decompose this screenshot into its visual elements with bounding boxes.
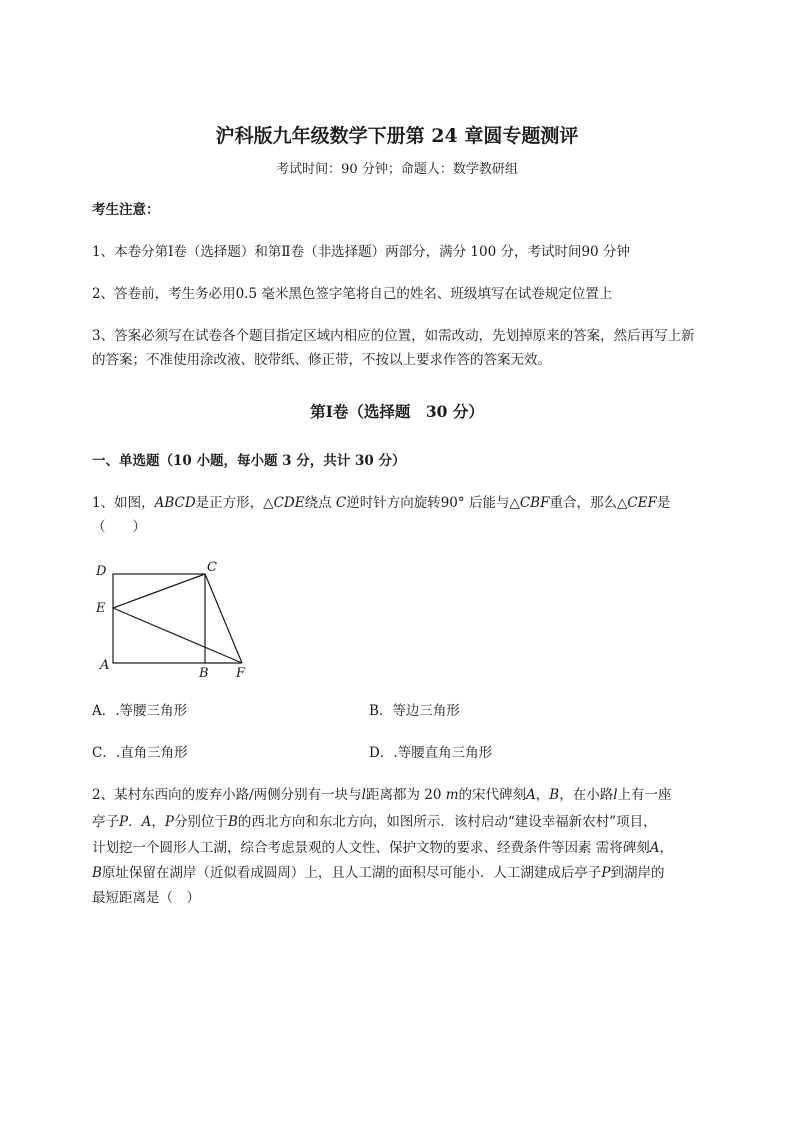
label-a: A [100,658,110,673]
square-abcd [113,574,205,663]
question-1-line-2: （ ） [92,519,146,535]
label-f: F [236,666,246,681]
option-d[interactable]: D．.等腰直角三角形 [369,745,493,761]
segment-ec [113,574,205,608]
question-1-line-1: 1、如图，ABCD是正方形，△CDE绕点 C逆时针方向旋转90° 后能与△CBF重合，那么△CEF是 [92,495,671,511]
question-2-line-5: 最短距离是（ ） [92,890,200,906]
page-title: 沪科版九年级数学下册第 24 章圆专题测评 [215,125,579,147]
option-c[interactable]: C．.直角三角形 [92,745,188,761]
question-2-line-1: 2、某村东西向的废弃小路/两侧分别有一块与l距离都为 20 m的宋代碑刻A，B，在小路l上有一座 [92,787,672,803]
question-2-line-4: B原址保留在湖岸（近似看成圆周）上，且人工湖的面积尽可能小．人工湖建成后亭子P到湖岸的 [92,865,665,881]
option-a[interactable]: A．.等腰三角形 [92,703,188,719]
label-d: D [96,564,107,579]
notice-heading: 考生注意： [92,202,160,218]
option-b[interactable]: B．等边三角形 [369,703,460,719]
label-e: E [96,601,106,616]
exam-info: 考试时间：90 分钟；命题人：数学教研组 [276,162,518,177]
label-b: B [199,666,209,681]
part-title: 一、单选题（10 小题，每小题 3 分，共计 30 分） [92,453,406,469]
question-2-line-2: 亭子P．A，P分别位于B的西北方向和东北方向，如图所示．该村启动“建设幸福新农村”项目， [92,814,657,830]
label-c: C [207,560,217,575]
notice-item-3: 3、答案必须写在试卷各个题目指定区域内相应的位置，如需改动，先划掉原来的答案，然后再写上新 [92,328,695,344]
square-figure [88,556,263,686]
notice-item-3-cont: 的答案；不准使用涂改液、胶带纸、修正带，不按以上要求作答的答案无效。 [92,352,551,368]
question-2-line-3: 计划挖一个圆形人工湖，综合考虑景观的人文性、保护文物的要求、经费条件等因素 需将碑刻A， [92,840,674,856]
notice-item-1: 1、本卷分第Ⅰ卷（选择题）和第Ⅱ卷（非选择题）两部分，满分 100 分，考试时间90 分钟 [92,244,630,260]
notice-item-2: 2、答卷前，考生务必用0.5 毫米黑色签字笔将自己的姓名、班级填写在试卷规定位置上 [92,286,613,302]
section-title: 第Ⅰ卷（选择题 30 分） [310,402,484,421]
